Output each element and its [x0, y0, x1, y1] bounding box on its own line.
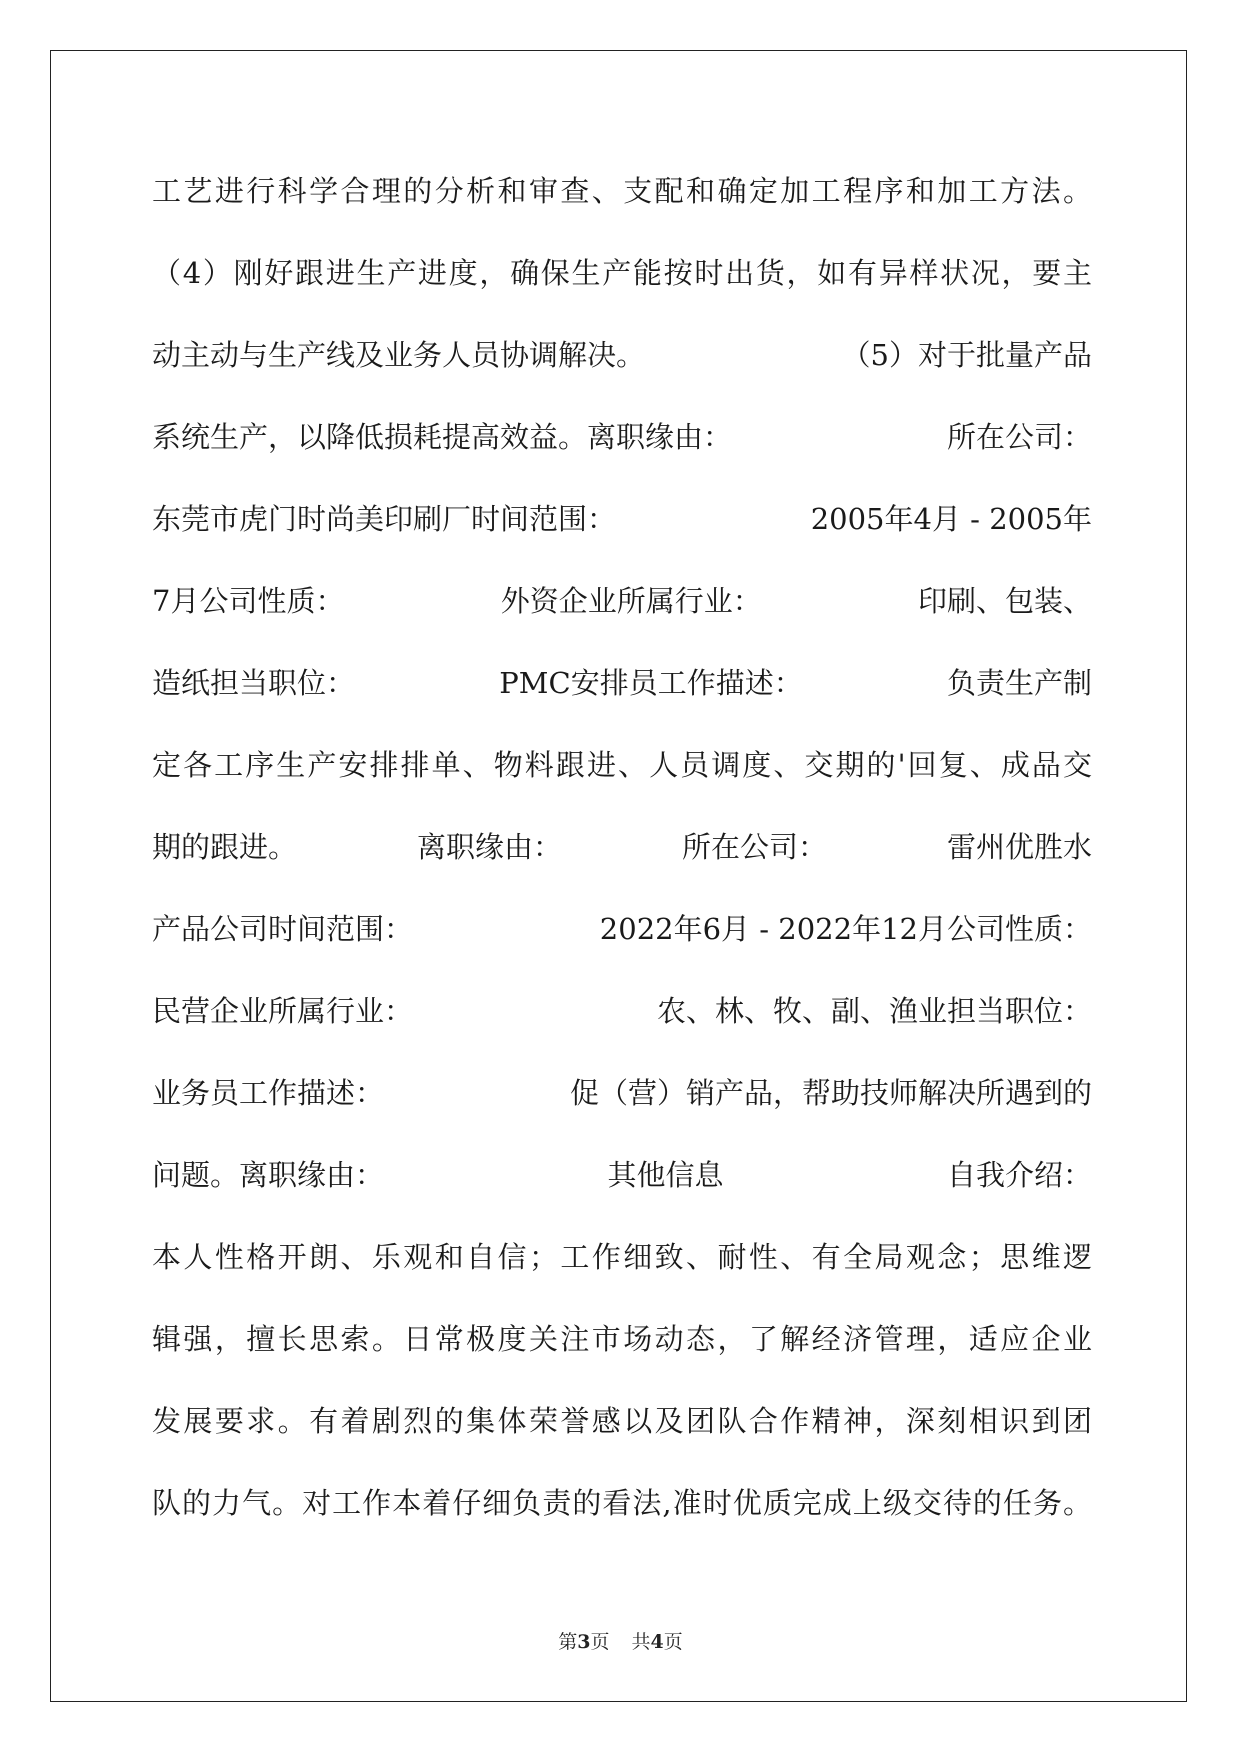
text-segment: 民营企业所属行业：: [152, 994, 414, 1028]
text-segment: 产品公司时间范围：: [152, 912, 414, 946]
text-segment: 东莞市虎门时尚美印刷厂时间范围：: [152, 502, 617, 536]
text-segment: 促（营）销产品，帮助技师解决所遇到的: [569, 1076, 1092, 1110]
page-footer: [0, 1627, 1241, 1654]
text-segment: 造纸担当职位：: [152, 666, 356, 700]
text-line: [152, 806, 1092, 888]
body-text: [152, 150, 1095, 1544]
text-segment: 工艺进行科学合理的分析和审查、支配和确定加工程序和加工方法。: [152, 174, 1095, 208]
footer-total-suffix: 页: [663, 1631, 683, 1653]
text-segment: 定各工序生产安排排单、物料跟进、人员调度、交期的'回复、成品交: [152, 748, 1095, 782]
text-segment: 所在公司：: [946, 420, 1092, 454]
footer-page-suffix: 页: [590, 1631, 610, 1653]
text-line: [152, 150, 1095, 232]
text-segment: PMC安排员工作描述：: [499, 666, 803, 700]
text-line: [152, 888, 1092, 970]
text-line: [152, 1134, 1092, 1216]
text-segment: 外资企业所属行业：: [500, 584, 762, 618]
text-segment: 本人性格开朗、乐观和自信；工作细致、耐性、有全局观念；思维逻: [152, 1240, 1095, 1274]
text-segment: 自我介绍：: [946, 1158, 1092, 1192]
text-line: [152, 642, 1092, 724]
text-line: [152, 970, 1092, 1052]
text-line: [152, 1216, 1095, 1298]
text-segment: 辑强，擅长思索。日常极度关注市场动态，了解经济管理，适应企业: [152, 1322, 1095, 1356]
text-segment: 队的力气。对工作本着仔细负责的看法,准时优质完成上级交待的任务。: [152, 1486, 1094, 1520]
text-segment: 系统生产，以降低损耗提高效益。离职缘由：: [152, 420, 733, 454]
total-pages: 4: [650, 1631, 664, 1653]
text-line: [152, 232, 1092, 314]
text-segment: 雷州优胜水: [946, 830, 1092, 864]
text-segment: 7月公司性质：: [152, 584, 345, 618]
text-segment: 其他信息: [607, 1158, 724, 1192]
text-line: [152, 1462, 1092, 1544]
text-line: [152, 478, 1092, 560]
text-segment: 印刷、包装、: [917, 584, 1092, 618]
text-segment: 动主动与生产线及业务人员协调解决。: [152, 338, 646, 372]
footer-total-prefix: 共: [631, 1631, 651, 1653]
text-segment: 业务员工作描述：: [152, 1076, 385, 1110]
text-line: [152, 314, 1092, 396]
footer-prefix: 第: [558, 1631, 578, 1653]
text-line: [152, 396, 1092, 478]
text-segment: （4）刚好跟进生产进度，确保生产能按时出货，如有异样状况，要主: [152, 256, 1094, 290]
text-segment: 负责生产制: [946, 666, 1092, 700]
text-segment: 发展要求。有着剧烈的集体荣誉感以及团队合作精神，深刻相识到团: [152, 1404, 1095, 1438]
text-segment: 所在公司：: [681, 830, 827, 864]
text-segment: 期的跟进。: [152, 830, 298, 864]
page-number: 3: [577, 1631, 591, 1653]
text-line: [152, 1052, 1092, 1134]
text-segment: （5）对于批量产品: [841, 338, 1092, 372]
text-segment: 2005年4月 - 2005年: [810, 502, 1092, 536]
text-segment: 2022年6月 - 2022年12月公司性质：: [599, 912, 1092, 946]
text-segment: 离职缘由：: [416, 830, 562, 864]
text-line: [152, 724, 1095, 806]
text-line: [152, 560, 1092, 642]
text-segment: 农、林、牧、副、渔业担当职位：: [656, 994, 1092, 1028]
text-line: [152, 1298, 1095, 1380]
text-line: [152, 1380, 1095, 1462]
text-segment: 问题。离职缘由：: [152, 1158, 385, 1192]
